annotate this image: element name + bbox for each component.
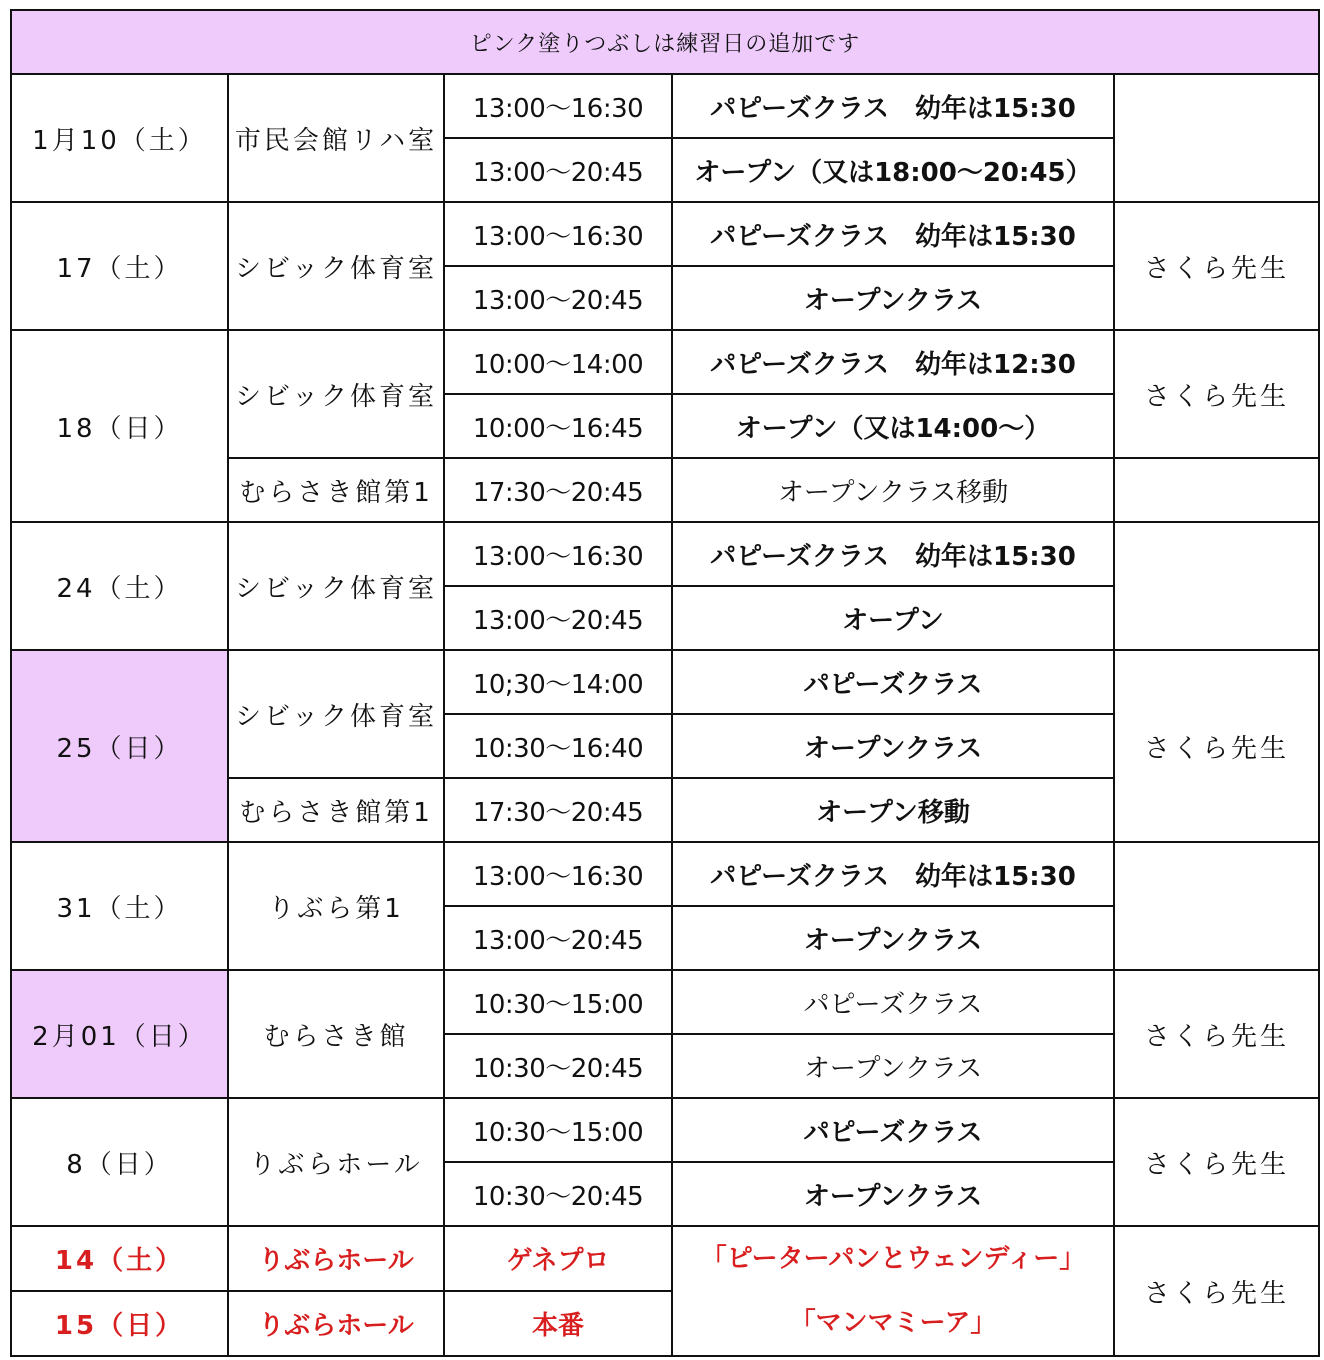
class-cell: パピーズクラス [672, 650, 1114, 714]
class-cell: オープンクラス [672, 266, 1114, 330]
date-cell: 31（土） [11, 842, 228, 970]
time-cell: 13:00〜16:30 [444, 74, 672, 138]
teacher-cell [1114, 74, 1319, 202]
performance-title: 「マンマミーア」 [789, 1308, 997, 1338]
performance-date-cell: 14（土） [11, 1226, 228, 1291]
venue-cell: シビック体育室 [228, 202, 444, 330]
time-cell: 10:30〜20:45 [444, 1034, 672, 1098]
venue-cell: むらさき館第1 [228, 458, 444, 522]
time-cell: 13:00〜20:45 [444, 266, 672, 330]
performance-type-cell: 本番 [444, 1291, 672, 1356]
venue-cell: シビック体育室 [228, 522, 444, 650]
time-cell: 10:30〜20:45 [444, 1162, 672, 1226]
teacher-cell [1114, 522, 1319, 650]
class-cell: オープン（又は14:00〜） [672, 394, 1114, 458]
class-cell: オープン [672, 586, 1114, 650]
time-cell: 10:30〜16:40 [444, 714, 672, 778]
teacher-cell: さくら先生 [1114, 970, 1319, 1098]
teacher-cell: さくら先生 [1114, 1098, 1319, 1226]
time-cell: 10:30〜15:00 [444, 1098, 672, 1162]
class-cell: オープン（又は18:00〜20:45） [672, 138, 1114, 202]
class-cell: パピーズクラス [672, 970, 1114, 1034]
time-cell: 10:00〜14:00 [444, 330, 672, 394]
time-cell: 13:00〜16:30 [444, 522, 672, 586]
class-cell: オープンクラス移動 [672, 458, 1114, 522]
date-cell: 17（土） [11, 202, 228, 330]
date-cell: 18（日） [11, 330, 228, 522]
teacher-cell: さくら先生 [1114, 650, 1319, 842]
date-cell: 1月10（土） [11, 74, 228, 202]
class-cell: オープンクラス [672, 1034, 1114, 1098]
venue-cell: シビック体育室 [228, 330, 444, 458]
time-cell: 13:00〜20:45 [444, 138, 672, 202]
venue-cell: 市民会館リハ室 [228, 74, 444, 202]
class-cell: パピーズクラス 幼年は15:30 [672, 74, 1114, 138]
class-cell: パピーズクラス 幼年は15:30 [672, 202, 1114, 266]
date-cell: 24（土） [11, 522, 228, 650]
performance-venue-cell: りぶらホール [228, 1226, 444, 1291]
venue-cell: りぶら第1 [228, 842, 444, 970]
class-cell: オープンクラス [672, 714, 1114, 778]
class-cell: パピーズクラス 幼年は15:30 [672, 522, 1114, 586]
performance-venue-cell: りぶらホール [228, 1291, 444, 1356]
performance-titles-cell [672, 1226, 1114, 1356]
time-cell: 17:30〜20:45 [444, 778, 672, 842]
teacher-cell: さくら先生 [1114, 330, 1319, 458]
teacher-cell [1114, 458, 1319, 522]
time-cell: 13:00〜20:45 [444, 906, 672, 970]
venue-cell: シビック体育室 [228, 650, 444, 778]
time-cell: 10:30〜15:00 [444, 970, 672, 1034]
teacher-cell: さくら先生 [1114, 1226, 1319, 1356]
legend-note: ピンク塗りつぶしは練習日の追加です [11, 10, 1319, 74]
time-cell: 13:00〜16:30 [444, 202, 672, 266]
class-cell: オープン移動 [672, 778, 1114, 842]
class-cell: パピーズクラス 幼年は12:30 [672, 330, 1114, 394]
date-cell-added-practice: 2月01（日） [11, 970, 228, 1098]
teacher-cell: さくら先生 [1114, 202, 1319, 330]
time-cell: 13:00〜20:45 [444, 586, 672, 650]
time-cell: 10:00〜16:45 [444, 394, 672, 458]
performance-title: 「ピーターパンとウェンディー」 [700, 1244, 1086, 1274]
performance-type-cell: ゲネプロ [444, 1226, 672, 1291]
schedule-table [10, 9, 1320, 1357]
class-cell: オープンクラス [672, 1162, 1114, 1226]
teacher-cell [1114, 842, 1319, 970]
time-cell: 10;30〜14:00 [444, 650, 672, 714]
performance-date-cell: 15（日） [11, 1291, 228, 1356]
time-cell: 17:30〜20:45 [444, 458, 672, 522]
time-cell: 13:00〜16:30 [444, 842, 672, 906]
date-cell: 8（日） [11, 1098, 228, 1226]
class-cell: パピーズクラス 幼年は15:30 [672, 842, 1114, 906]
class-cell: パピーズクラス [672, 1098, 1114, 1162]
venue-cell: りぶらホール [228, 1098, 444, 1226]
class-cell: オープンクラス [672, 906, 1114, 970]
venue-cell: むらさき館 [228, 970, 444, 1098]
venue-cell: むらさき館第1 [228, 778, 444, 842]
date-cell-added-practice: 25（日） [11, 650, 228, 842]
